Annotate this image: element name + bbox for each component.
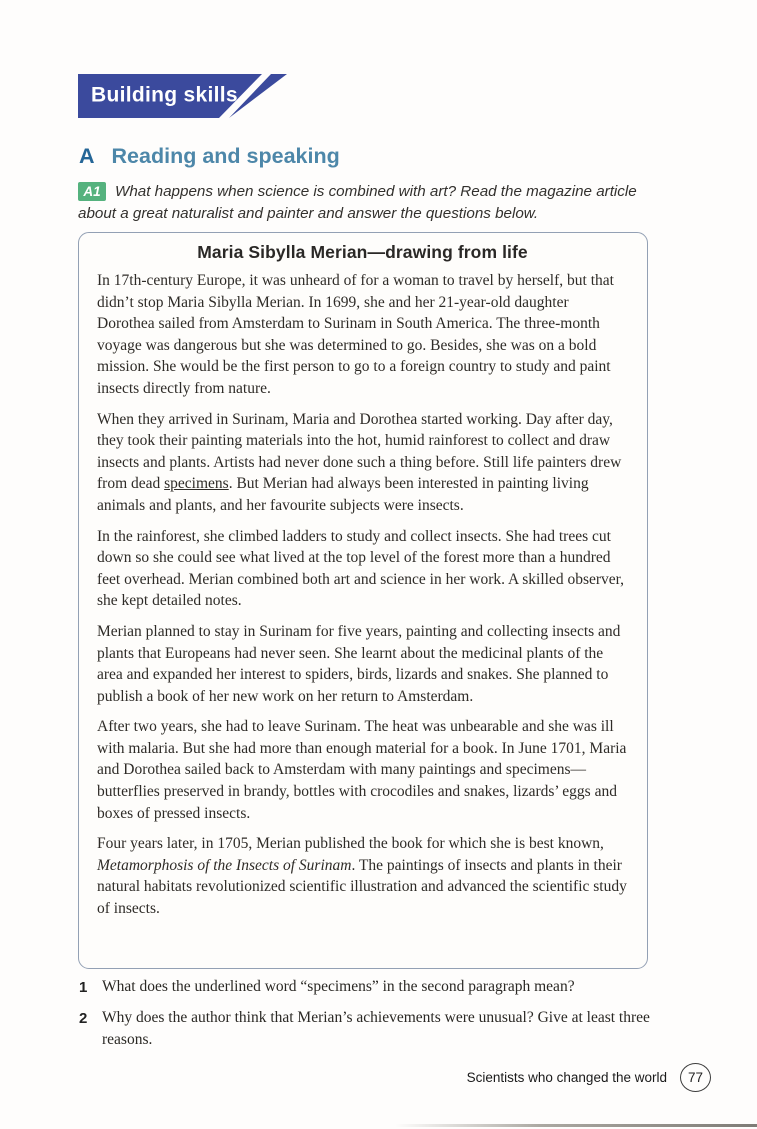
instruction-text: What happens when science is combined with art? Read the magazine article about a great naturalist and painter and answer the questions below. <box>78 183 637 222</box>
section-letter: A <box>79 144 95 168</box>
question-item <box>79 1007 667 1051</box>
section-title: Reading and speaking <box>111 144 340 168</box>
page-footer <box>467 1063 711 1092</box>
question-item <box>79 976 667 999</box>
section-heading <box>79 144 340 169</box>
scan-edge-artifact <box>395 1124 757 1127</box>
banner-label: Building skills <box>91 83 238 107</box>
section-banner <box>78 74 288 118</box>
book-title: Scientists who changed the world <box>466 1070 667 1085</box>
question-text: What does the underlined word “specimens” in the second paragraph mean? <box>102 978 575 995</box>
question-number: 2 <box>79 1010 88 1027</box>
article-paragraph: In the rainforest, she climbed ladders to study and collect insects. She had trees cut down so she could see what lived at the top level of the forest more than a hundred feet overhead. Merian combined both art and science in her work. A skilled observer, she kept detailed notes. <box>97 527 625 610</box>
article-title: Maria Sibylla Merian—drawing from life <box>197 242 528 262</box>
article-box <box>78 232 648 969</box>
question-text: Why does the author think that Merian’s achievements were unusual? Give at least three reasons. <box>102 1009 650 1048</box>
activity-badge: A1 <box>78 182 106 201</box>
article-paragraph: Merian planned to stay in Surinam for five years, painting and collecting insects and plants that Europeans had never seen. She learnt about the medicinal plants of the area and expanded her interest to spiders, birds, lizards and snakes. She planned to publish a book of her new work on her return to Amsterdam. <box>97 622 621 705</box>
page-number-badge: 77 <box>680 1063 711 1092</box>
article-body <box>97 270 628 920</box>
article-paragraph: After two years, she had to leave Surinam. The heat was unbearable and she was ill with malaria. But she had more than enough material for a book. In June 1701, Maria and Dorothea sailed back to Amsterdam with many paintings and specimens—butterflies preserved in brandy, bottles with crocodiles and snakes, lizards’ eggs and boxes of pressed insects. <box>97 718 627 822</box>
questions-list <box>79 976 667 1059</box>
question-number: 1 <box>79 979 88 996</box>
article-paragraph: In 17th-century Europe, it was unheard of for a woman to travel by herself, but that didn’t stop Maria Sibylla Merian. In 1699, she and her 21-year-old daughter Dorothea sailed from Amsterdam to Surinam in South America. The three-month voyage was dangerous but she was determined to go. Besides, she was on a bold mission. She would be the first person to go to a foreign country to study and paint insects directly from nature. <box>97 272 614 397</box>
article-paragraph: Four years later, in 1705, Merian published the book for which she is best known, Metamorphosis of the Insects of Surinam. The paintings of insects and plants in their natural habitats revolutionized scientific illustration and advanced the scientific study of insects. <box>97 835 627 918</box>
activity-instruction <box>78 181 674 224</box>
article-paragraph: When they arrived in Surinam, Maria and Dorothea started working. Day after day, they took their painting materials into the hot, humid rainforest to collect and draw insects and plants. Artists had never done such a thing before. Still life painters drew from dead specimens. But Merian had always been interested in painting living animals and plants, and her favourite subjects were insects. <box>97 410 622 514</box>
